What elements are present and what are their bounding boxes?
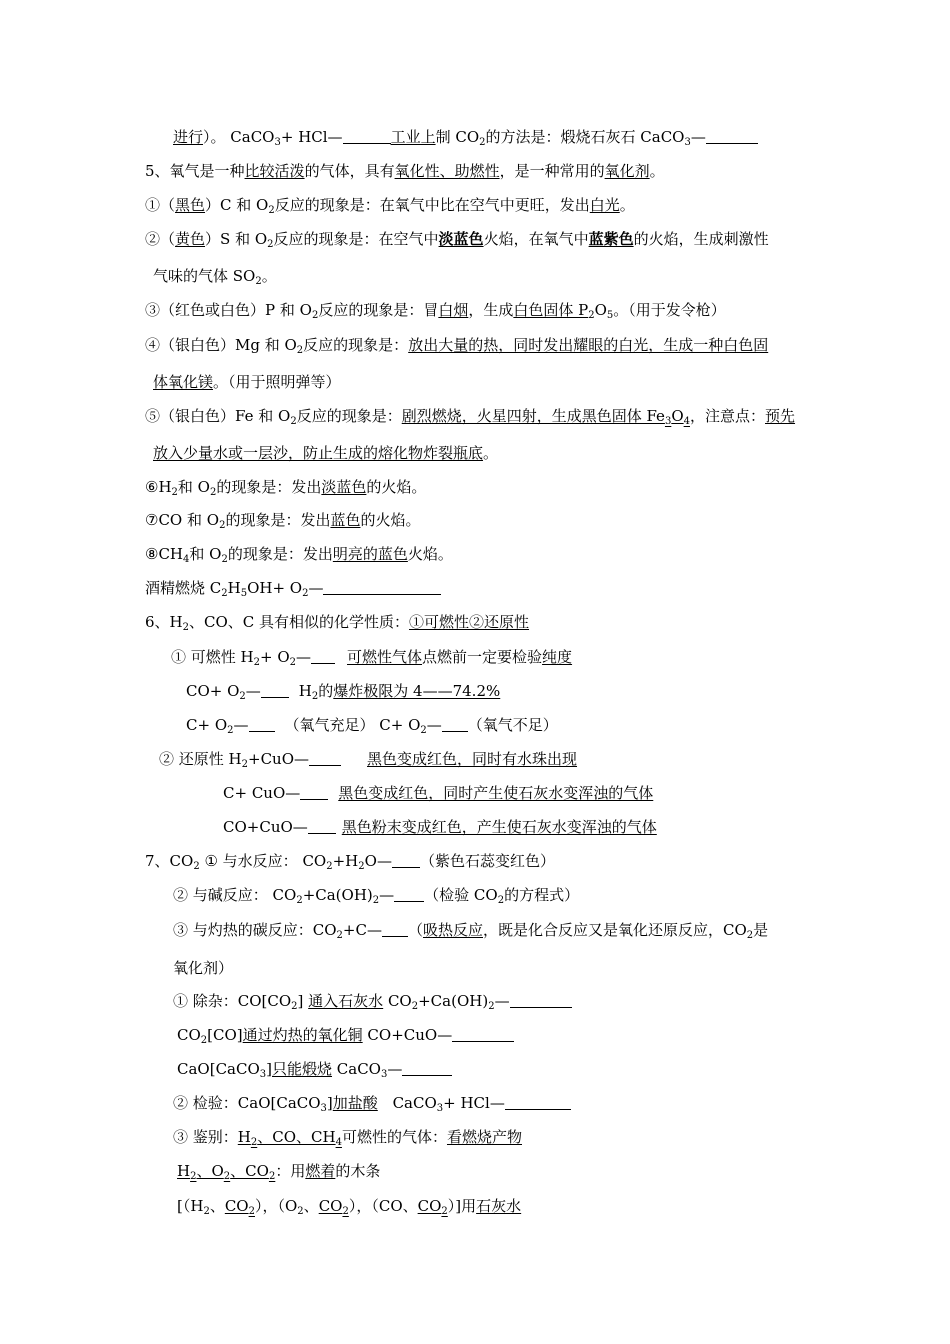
subscript: 4	[683, 416, 690, 427]
text-segment: 。	[649, 162, 665, 180]
subscript: 2	[227, 725, 234, 736]
subscript: 2	[253, 657, 260, 668]
underlined-text: 只能煅烧	[272, 1060, 333, 1078]
answer-blank	[323, 580, 441, 595]
answer-blank	[505, 1095, 571, 1110]
text-segment: ：用	[275, 1162, 306, 1180]
text-segment: +Ca(OH)	[418, 992, 489, 1010]
text-segment: ）。 CaCO	[203, 128, 275, 146]
text-segment: H	[298, 682, 312, 700]
subscript: 2	[488, 1001, 495, 1012]
text-segment: CaCO	[332, 1060, 381, 1078]
text-line-29	[173, 1093, 571, 1113]
text-segment: （	[407, 921, 423, 939]
text-segment: + O	[260, 648, 290, 666]
text-segment: 7、CO	[145, 852, 194, 870]
text-line-21	[223, 817, 657, 837]
text-line-2	[145, 161, 665, 181]
text-segment: ① 除杂：CO[CO	[173, 992, 292, 1010]
subscript: 2	[248, 1206, 255, 1217]
text-line-22	[145, 851, 555, 871]
text-line-7	[145, 335, 768, 355]
text-segment: 氧化剂）	[173, 959, 234, 977]
text-segment: —	[296, 648, 312, 666]
text-segment: CO+CuO—	[362, 1026, 453, 1044]
text-line-23	[173, 885, 579, 905]
text-line-17	[186, 681, 500, 701]
underlined-text: 白色固体 P	[513, 301, 589, 319]
subscript: 2	[268, 205, 275, 216]
text-segment: —	[494, 992, 510, 1010]
underlined-text: 蓝色	[330, 511, 361, 529]
text-line-14	[145, 578, 441, 598]
text-segment: OH+ O	[247, 579, 303, 597]
text-segment: 。	[483, 444, 499, 462]
subscript: 2	[326, 861, 333, 872]
text-line-25	[173, 958, 233, 978]
text-line-26	[173, 991, 572, 1011]
text-segment: 气味的气体 SO	[153, 267, 256, 285]
text-segment: 点燃前一定要检验	[422, 648, 543, 666]
text-segment: 的现象是：发出	[225, 511, 331, 529]
text-segment: ② 与碱反应： CO	[173, 886, 297, 904]
underlined-text: 黑色粉末变成红色，产生使石灰水变浑浊的气体	[341, 818, 657, 836]
text-segment: [CO]	[207, 1026, 243, 1044]
underlined-text: ①可燃性②还原性	[409, 613, 530, 631]
text-segment: CO+ O	[186, 682, 240, 700]
text-line-31	[177, 1161, 380, 1181]
subscript: 2	[479, 137, 486, 148]
text-segment: 的	[318, 682, 334, 700]
underlined-text: 看燃烧产物	[446, 1128, 522, 1146]
underlined-text: 纯度	[542, 648, 573, 666]
answer-blank	[402, 1061, 452, 1076]
answer-blank	[311, 649, 335, 664]
subscript: 2	[241, 759, 248, 770]
subscript: 2	[297, 1206, 304, 1217]
underlined-text: 黑色	[175, 196, 206, 214]
subscript: 2	[250, 1137, 258, 1148]
text-segment: ，生成	[468, 301, 514, 319]
bold-underlined-text: 蓝紫色	[588, 230, 634, 248]
subscript: 2	[302, 588, 309, 599]
answer-blank	[308, 819, 336, 834]
text-segment: ⑥H	[145, 478, 172, 496]
text-segment: —	[690, 128, 706, 146]
text-line-3	[145, 195, 635, 215]
subscript: 2	[497, 895, 505, 906]
text-segment: 和 O	[189, 545, 222, 563]
text-segment: CO	[177, 1026, 201, 1044]
subscript: 2	[171, 487, 178, 498]
text-segment: 火焰，在氧气中	[483, 230, 589, 248]
underlined-text: 明亮的蓝色	[332, 545, 408, 563]
subscript: 2	[193, 861, 200, 872]
text-segment: 。（用于发令枪）	[613, 301, 726, 319]
underlined-text: CO	[417, 1197, 442, 1215]
underlined-text: CO	[318, 1197, 343, 1215]
answer-blank	[452, 1027, 514, 1042]
text-segment: —	[426, 716, 442, 734]
answer-blank	[394, 887, 424, 902]
text-segment: 反应的现象是：	[303, 336, 409, 354]
text-segment: 的火焰，生成刺激性	[633, 230, 769, 248]
subscript: 2	[311, 691, 319, 702]
underlined-text: H	[237, 1128, 251, 1146]
text-segment: 反应的现象是：在氧气中比在空气中更旺，发出	[274, 196, 590, 214]
text-segment: O	[594, 301, 607, 319]
text-segment: 5、氧气是一种	[145, 162, 245, 180]
text-segment: —	[308, 579, 324, 597]
underlined-text: 氧化性、助燃性	[394, 162, 500, 180]
text-segment: ① 与水反应： CO	[199, 852, 327, 870]
subscript: 4	[183, 554, 190, 565]
text-segment: ）C 和 O	[205, 196, 269, 214]
answer-blank	[300, 785, 328, 800]
text-segment: （检验 CO	[424, 886, 498, 904]
answer-blank	[510, 993, 572, 1008]
text-segment: CaO[CaCO	[177, 1060, 260, 1078]
answer-blank	[706, 129, 758, 144]
text-segment: C+ CuO—	[223, 784, 301, 802]
subscript: 2	[296, 895, 303, 906]
subscript: 2	[190, 1171, 197, 1182]
subscript: 5	[240, 588, 248, 599]
subscript: 2	[588, 310, 595, 321]
subscript: 2	[441, 1206, 448, 1217]
underlined-text: 白光	[589, 196, 620, 214]
text-segment: 的现象是：发出	[227, 545, 333, 563]
underlined-text: 进行	[173, 128, 204, 146]
underlined-text: H	[177, 1162, 191, 1180]
text-segment: 反应的现象是：	[296, 407, 402, 425]
text-segment: [（H	[177, 1197, 204, 1215]
subscript: 2	[209, 487, 217, 498]
text-segment: 的方程式）	[504, 886, 580, 904]
subscript: 2	[223, 1171, 231, 1182]
subscript: 2	[239, 691, 246, 702]
underlined-text: 预先	[765, 407, 796, 425]
subscript: 2	[420, 725, 427, 736]
text-segment: CaCO	[387, 1094, 437, 1112]
text-segment: ③ 与灼热的碳反应：CO	[173, 921, 337, 939]
answer-blank	[392, 853, 420, 868]
text-segment: 的气体，具有	[304, 162, 395, 180]
underlined-text: 加盐酸	[332, 1094, 378, 1112]
text-segment: 酒精燃烧 C	[145, 579, 222, 597]
subscript: 2	[203, 1206, 210, 1217]
text-segment: ）]用	[447, 1197, 477, 1215]
underlined-text: 石灰水	[476, 1197, 522, 1215]
subscript: 2	[268, 1171, 276, 1182]
underlined-text: 比较活泼	[244, 162, 305, 180]
text-line-16	[171, 647, 572, 667]
text-line-6	[145, 300, 726, 320]
text-segment: CO+CuO—	[223, 818, 308, 836]
subscript: 2	[221, 554, 228, 565]
text-segment: ）S 和 O	[205, 230, 268, 248]
text-segment: （紫色石蕊变红色）	[419, 852, 555, 870]
underlined-text: 、CO、CH	[257, 1128, 336, 1146]
underlined-text: 吸热反应	[422, 921, 483, 939]
underlined-text: 氧化剂	[604, 162, 650, 180]
text-line-30	[173, 1127, 522, 1147]
subscript: 3	[436, 1103, 444, 1114]
subscript: 4	[335, 1137, 342, 1148]
text-segment: +CuO—	[248, 750, 310, 768]
subscript: 2	[358, 861, 365, 872]
underlined-text: 放入少量水或一层沙，防止生成的熔化物炸裂瓶底	[153, 444, 484, 462]
text-segment: ④（银白色）Mg 和 O	[145, 336, 297, 354]
text-segment: +Ca(OH)	[302, 886, 373, 904]
text-segment: ），（CO、	[348, 1197, 418, 1215]
text-segment: + HCl—	[443, 1094, 505, 1112]
text-segment: —	[233, 716, 249, 734]
text-segment: ① 可燃性 H	[171, 648, 254, 666]
text-segment: 的现象是：发出	[216, 478, 322, 496]
text-line-5	[153, 266, 277, 286]
text-segment: 的方法是：煅烧石灰石 CaCO	[485, 128, 685, 146]
text-segment: ），（O	[254, 1197, 298, 1215]
text-segment: O—	[364, 852, 392, 870]
subscript: 3	[684, 137, 691, 148]
text-line-19	[159, 749, 577, 769]
text-segment: ]	[266, 1060, 272, 1078]
text-segment: 、	[303, 1197, 319, 1215]
text-segment: ③（红色或白色）P 和 O	[145, 301, 312, 319]
text-segment: +C—	[342, 921, 382, 939]
text-line-28	[177, 1059, 452, 1079]
underlined-text: 可燃性气体	[347, 648, 423, 666]
subscript: 2	[219, 520, 226, 531]
subscript: 3	[259, 1069, 267, 1080]
bold-underlined-text: 淡蓝色	[438, 230, 484, 248]
subscript: 3	[320, 1103, 327, 1114]
underlined-text: 淡蓝色	[321, 478, 367, 496]
subscript: 2	[267, 239, 274, 250]
text-segment: 6、H	[145, 613, 183, 631]
subscript: 2	[289, 657, 297, 668]
text-segment: ② 检验：CaO[CaCO	[173, 1094, 321, 1112]
text-segment: 和 O	[177, 478, 210, 496]
text-segment: ②（	[145, 230, 176, 248]
underlined-text: 黑色变成红色，同时产生使石灰水变浑浊的气体	[338, 784, 654, 802]
subscript: 2	[296, 345, 304, 356]
subscript: 2	[342, 1206, 349, 1217]
text-segment: 的火焰。	[360, 511, 421, 529]
underlined-text: 放出大量的热，同时发出耀眼的白光，生成一种白色固	[408, 336, 769, 354]
underlined-text: CO	[224, 1197, 249, 1215]
subscript: 2	[255, 276, 262, 287]
text-segment: ①（	[145, 196, 176, 214]
text-line-32	[177, 1196, 521, 1216]
subscript: 3	[274, 137, 281, 148]
subscript: 2	[221, 588, 228, 599]
underlined-text: 、O	[196, 1162, 224, 1180]
underlined-text: 黄色	[175, 230, 206, 248]
text-segment: 。（用于照明弹等）	[213, 373, 341, 391]
text-line-24	[173, 920, 768, 940]
text-segment: ② 还原性 H	[159, 750, 242, 768]
subscript: 3	[380, 1069, 388, 1080]
text-segment: ⑤（银白色）Fe 和 O	[145, 407, 291, 425]
text-line-20	[223, 783, 653, 803]
text-line-9	[145, 406, 795, 426]
text-segment: （氧气不足）	[467, 716, 558, 734]
text-segment: 。	[619, 196, 635, 214]
text-segment: —	[245, 682, 261, 700]
text-segment: 、	[209, 1197, 225, 1215]
text-segment: 是	[753, 921, 769, 939]
text-segment: 的木条	[335, 1162, 381, 1180]
text-segment: （氧气充足） C+ O	[284, 716, 421, 734]
text-segment: 、CO、C 具有相似的化学性质：	[189, 613, 410, 631]
text-segment: 反应的现象是：在空气中	[273, 230, 439, 248]
subscript: 2	[311, 310, 319, 321]
underlined-text: 剧烈燃烧，火星四射，生成黑色固体 Fe	[401, 407, 665, 425]
text-line-10	[153, 443, 498, 463]
text-segment: ⑧CH	[145, 545, 184, 563]
subscript: 2	[746, 930, 754, 941]
text-segment: C+ O	[186, 716, 228, 734]
text-segment: ]	[326, 1094, 333, 1112]
answer-blank	[382, 922, 408, 937]
text-line-4	[145, 229, 769, 249]
text-segment: CO	[383, 992, 412, 1010]
subscript: 2	[411, 1001, 419, 1012]
subscript: 2	[336, 930, 343, 941]
text-line-1	[173, 127, 758, 147]
text-segment: 火焰。	[407, 545, 453, 563]
text-line-11	[145, 477, 426, 497]
text-segment: 可燃性的气体：	[341, 1128, 447, 1146]
text-line-8	[153, 372, 341, 392]
underlined-text: 通入石灰水	[308, 992, 384, 1010]
text-line-13	[145, 544, 453, 564]
text-line-12	[145, 510, 420, 530]
text-segment: 制 CO	[435, 128, 480, 146]
text-segment: —	[379, 886, 395, 904]
underlined-text: 白烟	[438, 301, 469, 319]
text-segment: ，既是化合反应又是氧化还原反应，CO	[483, 921, 747, 939]
text-segment: ，是一种常用的	[499, 162, 605, 180]
underlined-text: 体氧化镁	[153, 373, 214, 391]
text-segment: ⑦CO 和 O	[145, 511, 220, 529]
answer-blank	[249, 717, 275, 732]
text-segment: ，注意点：	[690, 407, 766, 425]
text-segment: 的火焰。	[366, 478, 427, 496]
subscript: 5	[606, 310, 614, 321]
text-segment: ]	[297, 992, 309, 1010]
text-segment: —	[387, 1060, 403, 1078]
answer-blank	[261, 683, 289, 698]
text-line-27	[177, 1025, 514, 1045]
subscript: 2	[291, 1001, 298, 1012]
answer-blank	[343, 129, 391, 144]
text-segment: + HCl—	[280, 128, 343, 146]
underlined-text: 黑色变成红色，同时有水珠出现	[367, 750, 578, 768]
underlined-text: 、CO	[230, 1162, 269, 1180]
text-segment: H	[227, 579, 241, 597]
answer-blank	[309, 751, 341, 766]
underlined-text: 燃着	[305, 1162, 336, 1180]
text-line-18	[186, 715, 558, 735]
underlined-text: O	[671, 407, 684, 425]
subscript: 3	[664, 416, 672, 427]
subscript: 2	[182, 622, 189, 633]
text-segment: ③ 鉴别：	[173, 1128, 238, 1146]
underlined-text: 通过灼热的氧化铜	[242, 1026, 363, 1044]
subscript: 2	[200, 1035, 208, 1046]
subscript: 2	[290, 416, 297, 427]
underlined-text: 工业上	[390, 128, 436, 146]
text-segment: +H	[332, 852, 359, 870]
subscript: 2	[372, 895, 380, 906]
text-segment: 反应的现象是：冒	[318, 301, 439, 319]
answer-blank	[442, 717, 468, 732]
underlined-text: 爆炸极限为 4——74.2%	[333, 682, 501, 700]
text-line-15	[145, 612, 529, 632]
text-segment: 。	[261, 267, 277, 285]
